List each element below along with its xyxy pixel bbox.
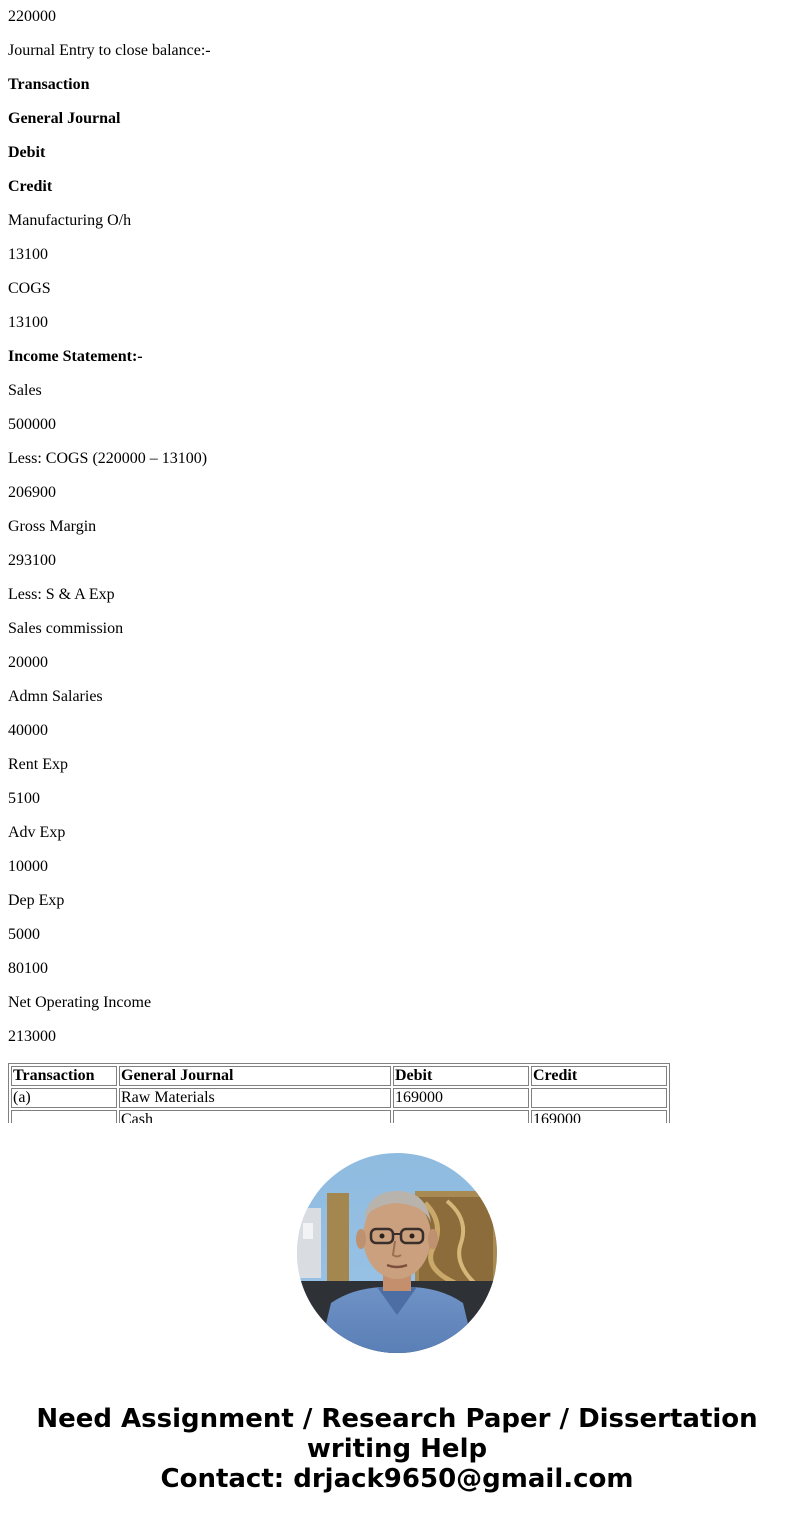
heading-line: Transaction — [8, 76, 90, 93]
text-line: Less: S & A Exp — [8, 586, 115, 603]
avatar-photo-illustration — [297, 1153, 497, 1353]
text-line: 13100 — [8, 246, 48, 263]
text-line: Sales commission — [8, 620, 124, 637]
person-photo-icon — [297, 1153, 497, 1353]
text-line: Rent Exp — [8, 756, 68, 773]
table-cell: Cash — [119, 1110, 391, 1123]
text-line: Admn Salaries — [8, 688, 103, 705]
text-line: 5100 — [8, 790, 40, 807]
column-header-general-journal: General Journal — [119, 1066, 391, 1086]
table-cell: Raw Materials — [119, 1088, 391, 1108]
promo-banner — [0, 1404, 794, 1494]
heading-line: Income Statement:- — [8, 348, 143, 365]
text-line: Sales — [8, 382, 42, 399]
text-line: 220000 — [8, 8, 56, 25]
text-line: 80100 — [8, 960, 48, 977]
table-cell: (a) — [11, 1088, 117, 1108]
table-cell — [393, 1110, 529, 1123]
text-line: 5000 — [8, 926, 40, 943]
text-line: Gross Margin — [8, 518, 97, 535]
column-header-transaction: Transaction — [11, 1066, 117, 1086]
table-cell — [11, 1110, 117, 1123]
text-line: 500000 — [8, 416, 56, 433]
text-line: 206900 — [8, 484, 56, 501]
text-line: Less: COGS (220000 – 13100) — [8, 450, 208, 467]
heading-line: Credit — [8, 178, 53, 195]
column-header-debit: Debit — [393, 1066, 529, 1086]
text-line: Manufacturing O/h — [8, 212, 132, 229]
heading-line: Debit — [8, 144, 46, 161]
table-row — [11, 1088, 667, 1108]
table-row — [11, 1110, 667, 1123]
promo-contact: Contact: drjack9650@gmail.com — [160, 1464, 634, 1494]
text-line: 13100 — [8, 314, 48, 331]
text-line: 20000 — [8, 654, 48, 671]
table-cell: 169000 — [393, 1088, 529, 1108]
text-line: 213000 — [8, 1028, 56, 1045]
text-line: COGS — [8, 280, 51, 297]
text-line: 10000 — [8, 858, 48, 875]
table-header-row — [11, 1066, 667, 1086]
column-header-credit: Credit — [531, 1066, 667, 1086]
text-line: 40000 — [8, 722, 48, 739]
text-line: Dep Exp — [8, 892, 65, 909]
text-line: 293100 — [8, 552, 56, 569]
heading-line: General Journal — [8, 110, 121, 127]
text-line: Journal Entry to close balance:- — [8, 42, 211, 59]
journal-table — [8, 1063, 670, 1123]
promo-headline: Need Assignment / Research Paper / Dissertation writing Help — [36, 1404, 758, 1464]
table-cell — [531, 1088, 667, 1108]
text-line: Net Operating Income — [8, 994, 152, 1011]
table-cell: 169000 — [531, 1110, 667, 1123]
text-line: Adv Exp — [8, 824, 66, 841]
